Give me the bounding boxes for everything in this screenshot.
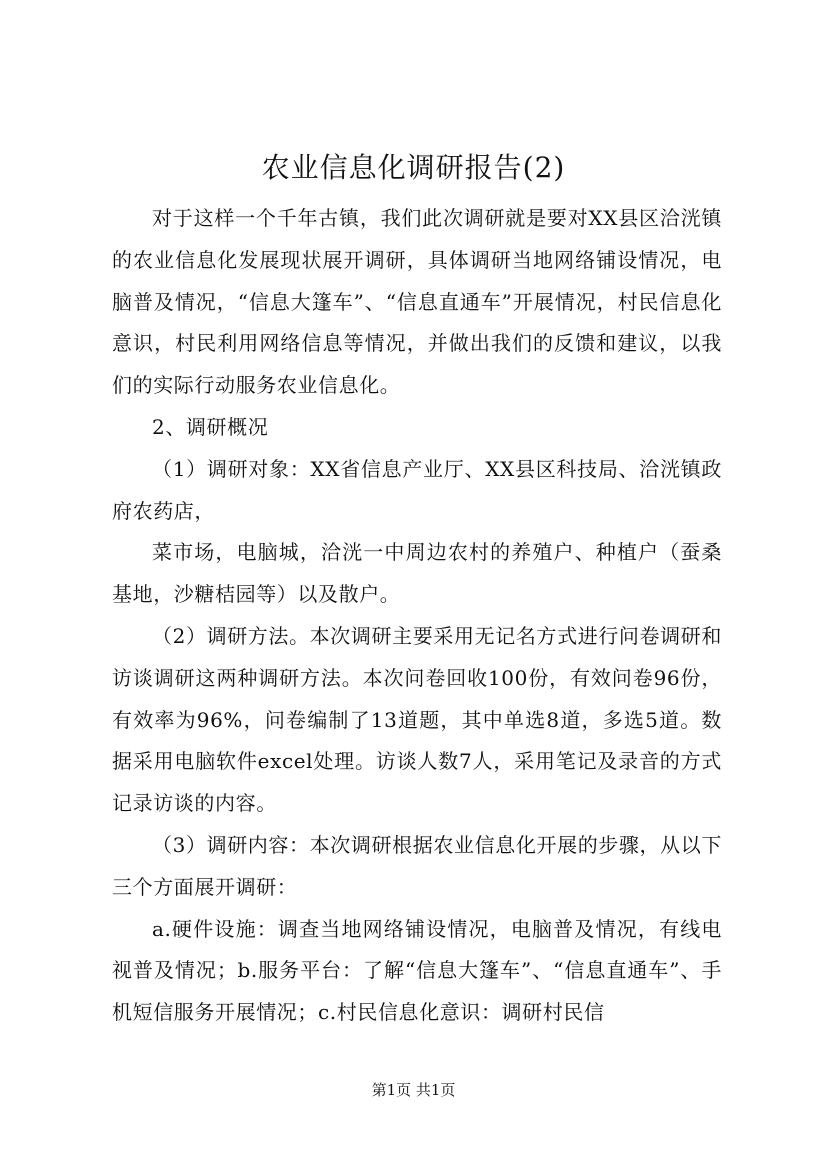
paragraph-survey-content: （3）调研内容：本次调研根据农业信息化开展的步骤，从以下三个方面展开调研： <box>112 832 722 899</box>
paragraph-survey-details: a.硬件设施：调查当地网络铺设情况，电脑普及情况，有线电视普及情况；b.服务平台：了解“信息大篷车”、“信息直通车”、手机短信服务开展情况；c.村民信息化意识：调研村民信 <box>112 916 722 1025</box>
document-title: 农业信息化调研报告(2) <box>261 151 566 184</box>
document-body <box>112 198 722 1034</box>
paragraph-survey-targets-continued: 菜市场，电脑城，洽洸一中周边农村的养殖户、种植户（蚕桑基地，沙糖桔园等）以及散户。 <box>112 540 722 607</box>
paragraph-survey-targets: （1）调研对象：XX省信息产业厅、XX县区科技局、洽洸镇政府农药店， <box>112 456 722 523</box>
page-footer: 第1页 共1页 <box>371 1081 456 1099</box>
paragraph-intro: 对于这样一个千年古镇，我们此次调研就是要对XX县区洽洸镇的农业信息化发展现状展开调研，具体调研当地网络铺设情况，电脑普及情况，“信息大篷车”、“信息直通车”开展情况，村民信息化意识，村民利用网络信息等情况，并做出我们的反馈和建议，以我们的实际行动服务农业信息化。 <box>112 206 722 398</box>
paragraph-section-heading: 2、调研概况 <box>152 414 269 439</box>
paragraph-survey-methods: （2）调研方法。本次调研主要采用无记名方式进行问卷调研和访谈调研这两种调研方法。本次问卷回收100份，有效问卷96份，有效率为96%，问卷编制了13道题，其中单选8道，多选5道。数据采用电脑软件excel处理。访谈人数7人，采用笔记及录音的方式记录访谈的内容。 <box>112 623 722 816</box>
